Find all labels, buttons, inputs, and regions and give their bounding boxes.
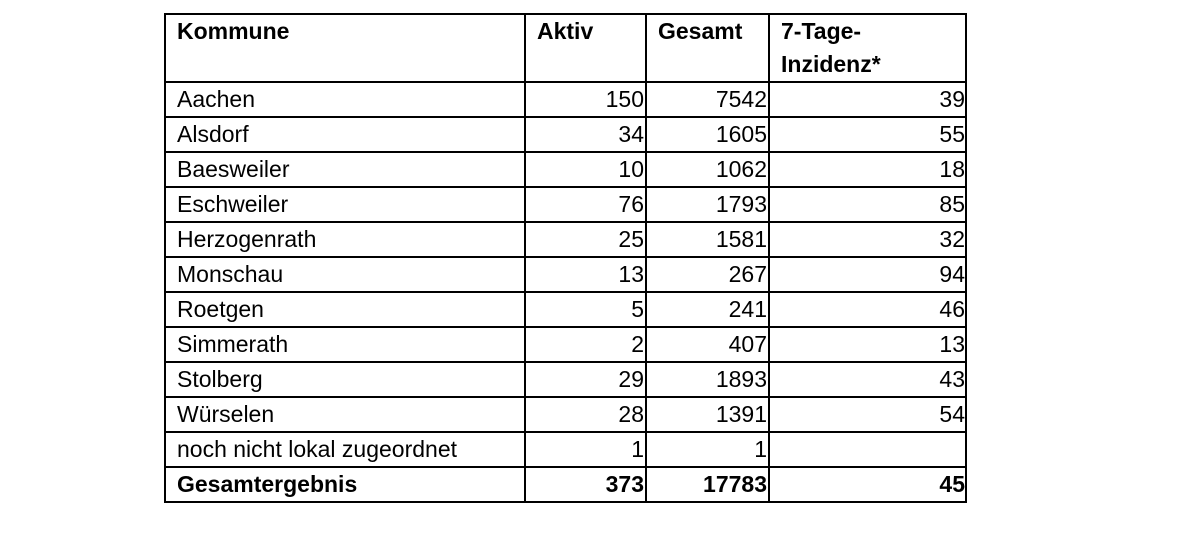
cell-kommune: Roetgen bbox=[165, 292, 525, 327]
cell-inzidenz: 18 bbox=[769, 152, 966, 187]
table-row bbox=[165, 292, 966, 327]
cell-gesamt: 1793 bbox=[646, 187, 769, 222]
cell-aktiv: 150 bbox=[525, 82, 646, 117]
cell-kommune: Monschau bbox=[165, 257, 525, 292]
cell-aktiv: 5 bbox=[525, 292, 646, 327]
table-row bbox=[165, 397, 966, 432]
covid-cases-table bbox=[164, 13, 967, 503]
cell-aktiv: 76 bbox=[525, 187, 646, 222]
cell-gesamt: 1893 bbox=[646, 362, 769, 397]
cell-inzidenz: 85 bbox=[769, 187, 966, 222]
cell-aktiv: 10 bbox=[525, 152, 646, 187]
cell-kommune: Simmerath bbox=[165, 327, 525, 362]
cell-aktiv: 34 bbox=[525, 117, 646, 152]
cell-kommune: Würselen bbox=[165, 397, 525, 432]
table-row bbox=[165, 257, 966, 292]
cell-aktiv: 2 bbox=[525, 327, 646, 362]
cell-gesamt: 407 bbox=[646, 327, 769, 362]
header-inzidenz-line1: 7-Tage- bbox=[781, 18, 862, 44]
cell-inzidenz: 94 bbox=[769, 257, 966, 292]
cell-aktiv: 373 bbox=[525, 467, 646, 502]
cell-kommune: Baesweiler bbox=[165, 152, 525, 187]
table-row bbox=[165, 222, 966, 257]
cell-inzidenz: 55 bbox=[769, 117, 966, 152]
cell-kommune: Aachen bbox=[165, 82, 525, 117]
table-row bbox=[165, 117, 966, 152]
cell-aktiv: 29 bbox=[525, 362, 646, 397]
header-kommune: Kommune bbox=[165, 14, 525, 82]
cell-kommune: Eschweiler bbox=[165, 187, 525, 222]
cell-kommune: Stolberg bbox=[165, 362, 525, 397]
cell-inzidenz: 45 bbox=[769, 467, 966, 502]
cell-gesamt: 7542 bbox=[646, 82, 769, 117]
cell-gesamt: 1391 bbox=[646, 397, 769, 432]
cell-kommune: Gesamtergebnis bbox=[165, 467, 525, 502]
cell-gesamt: 1581 bbox=[646, 222, 769, 257]
cell-aktiv: 25 bbox=[525, 222, 646, 257]
table-row bbox=[165, 362, 966, 397]
cell-inzidenz: 46 bbox=[769, 292, 966, 327]
header-row bbox=[165, 14, 966, 82]
header-gesamt: Gesamt bbox=[646, 14, 769, 82]
header-inzidenz bbox=[769, 14, 966, 82]
header-aktiv: Aktiv bbox=[525, 14, 646, 82]
header-inzidenz-line2: Inzidenz* bbox=[781, 51, 881, 77]
cell-gesamt: 1605 bbox=[646, 117, 769, 152]
cell-inzidenz: 13 bbox=[769, 327, 966, 362]
table-row bbox=[165, 82, 966, 117]
cell-kommune: Herzogenrath bbox=[165, 222, 525, 257]
table-row bbox=[165, 432, 966, 467]
cell-kommune: Alsdorf bbox=[165, 117, 525, 152]
cell-inzidenz: 43 bbox=[769, 362, 966, 397]
table-row bbox=[165, 187, 966, 222]
cell-gesamt: 241 bbox=[646, 292, 769, 327]
cell-inzidenz: 54 bbox=[769, 397, 966, 432]
total-row bbox=[165, 467, 966, 502]
cell-aktiv: 13 bbox=[525, 257, 646, 292]
cell-inzidenz: 32 bbox=[769, 222, 966, 257]
cell-inzidenz: 39 bbox=[769, 82, 966, 117]
cell-inzidenz bbox=[769, 432, 966, 467]
cell-gesamt: 267 bbox=[646, 257, 769, 292]
cell-aktiv: 1 bbox=[525, 432, 646, 467]
table-row bbox=[165, 152, 966, 187]
cell-gesamt: 1062 bbox=[646, 152, 769, 187]
cell-gesamt: 1 bbox=[646, 432, 769, 467]
cell-kommune: noch nicht lokal zugeordnet bbox=[165, 432, 525, 467]
cell-gesamt: 17783 bbox=[646, 467, 769, 502]
table-row bbox=[165, 327, 966, 362]
cell-aktiv: 28 bbox=[525, 397, 646, 432]
